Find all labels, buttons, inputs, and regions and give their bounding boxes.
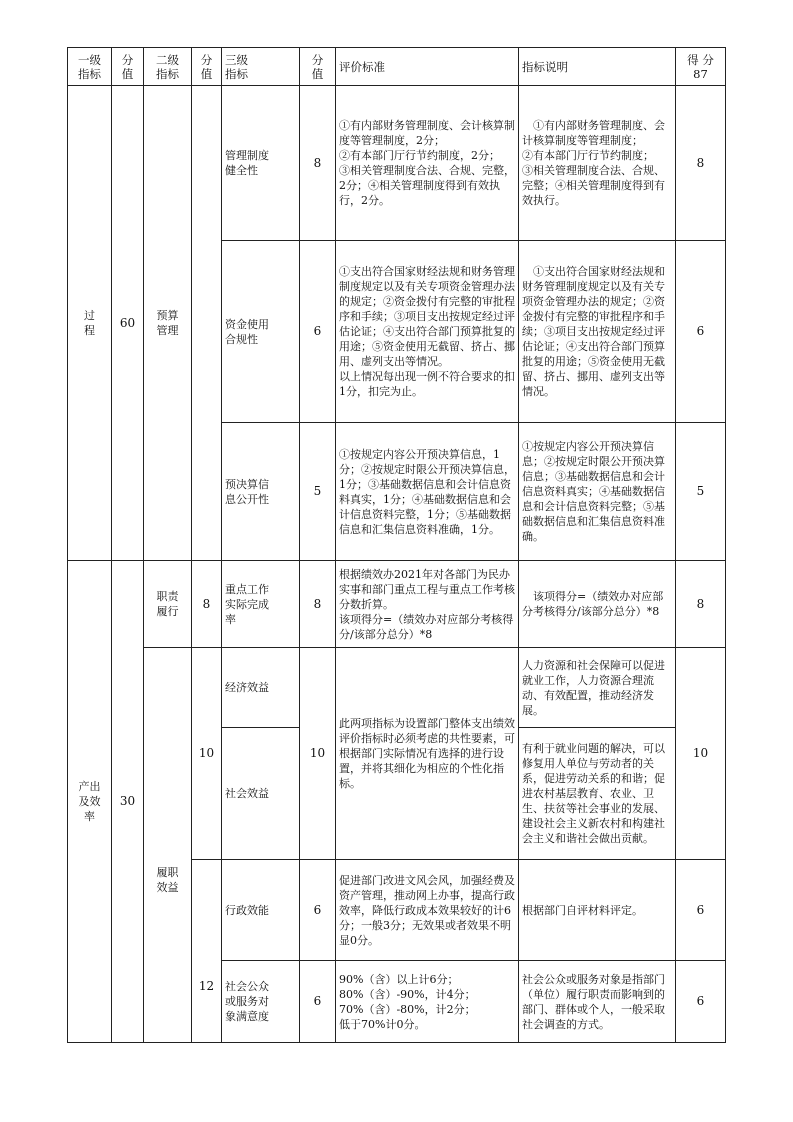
l2-perform: 履职 效益: [144, 648, 192, 1043]
standard-cell: ①按规定内容公开预决算信息，1分；②按规定时限公开预决算信息，1分；③基础数据信息和会计信息资料真实，1分；④基础数据信息和会计信息资料完整，1分；⑤基础数据信息和汇集信息资料准确，1分。: [336, 423, 519, 561]
score-cell: 6: [676, 860, 726, 961]
l3-score: 8: [300, 86, 336, 241]
explain-cell: 根据部门自评材料评定。: [519, 860, 676, 961]
score-cell: 6: [676, 241, 726, 423]
l3-name: 经济效益: [222, 648, 300, 728]
l1-process-score: 60: [112, 86, 144, 561]
standard-cell: 90%（含）以上计6分； 80%（含）-90%，计4分； 70%（含）-80%，计2分； 低于70%计0分。: [336, 961, 519, 1043]
l3-score: 8: [300, 561, 336, 648]
header-l2-score: 分 值: [192, 48, 222, 86]
table-row: [68, 648, 726, 728]
l2-budget: 预算 管理: [144, 86, 192, 561]
score-cell: 8: [676, 561, 726, 648]
header-l3-name: 三级 指标: [222, 48, 300, 86]
l3-name: 社会公众 或服务对 象满意度: [222, 961, 300, 1043]
explain-cell: 有利于就业问题的解决，可以修复用人单位与劳动者的关系，促进劳动关系的和谐；促进农村基层教育、农业、卫生、扶贫等社会事业的发展、建设社会主义新农村和构建社会主义和谐社会做出贡献。: [519, 728, 676, 860]
header-l3-score: 分 值: [300, 48, 336, 86]
table-row: [68, 86, 726, 241]
table-row: [68, 561, 726, 648]
standard-cell: 此两项指标为设置部门整体支出绩效评价指标时必须考虑的共性要素，可根据部门实际情况有选择的进行设置，并将其细化为相应的个性化指标。: [336, 648, 519, 860]
header-row: [68, 48, 726, 86]
standard-cell: 根据绩效办2021年对各部门为民办实事和部门重点工程与重点工作考核分数折算。 该项得分=（绩效办对应部分考核得分/该部分总分）*8: [336, 561, 519, 648]
explain-cell: 社会公众或服务对象是指部门（单位）履行职责而影响到的部门、群体或个人，一般采取社会调查的方式。: [519, 961, 676, 1043]
explain-cell: ①按规定内容公开预决算信息；②按规定时限公开预决算信息；③基础数据信息和会计信息资料真实；④基础数据信息和会计信息资料完整；⑤基础数据信息和汇集信息资料准确。: [519, 423, 676, 561]
score-cell: 8: [676, 86, 726, 241]
l2-perform-sub1-score: 10: [192, 648, 222, 860]
l3-name: 资金使用 合规性: [222, 241, 300, 423]
explain-cell: 人力资源和社会保障可以促进就业工作，人力资源合理流动、有效配置，推动经济发展。: [519, 648, 676, 728]
score-cell: 5: [676, 423, 726, 561]
header-standard: 评价标准: [336, 48, 519, 86]
l1-output-score: 30: [112, 561, 144, 1043]
header-l2-name: 二级 指标: [144, 48, 192, 86]
l3-score: 6: [300, 241, 336, 423]
explain-cell: ①有内部财务管理制度、会计核算制度等管理制度； ②有本部门厅行节约制度； ③相关管理制度合法、合规、完整；④相关管理制度得到有效执行。: [519, 86, 676, 241]
l3-score: 5: [300, 423, 336, 561]
evaluation-table: [67, 47, 726, 1043]
header-l1-score: 分 值: [112, 48, 144, 86]
explain-cell: ①支出符合国家财经法规和财务管理制度规定以及有关专项资金管理办法的规定；②资金拨付有完整的审批程序和手续；③项目支出按规定经过评估论证；④支出符合部门预算批复的用途；⑤资金使用无截留、挤占、挪用、虚列支出等情况。: [519, 241, 676, 423]
l3-score: 6: [300, 860, 336, 961]
l2-duty: 职责 履行: [144, 561, 192, 648]
header-score: 得 分 87: [676, 48, 726, 86]
header-l1-name: 一级 指标: [68, 48, 112, 86]
score-cell: 6: [676, 961, 726, 1043]
l3-score: 6: [300, 961, 336, 1043]
standard-cell: 促进部门改进文风会风，加强经费及资产管理，推动网上办事，提高行政效率，降低行政成本效果较好的计6分；一般3分；无效果或者效果不明显0分。: [336, 860, 519, 961]
l3-name: 预决算信 息公开性: [222, 423, 300, 561]
score-cell: 10: [676, 648, 726, 860]
standard-cell: ①有内部财务管理制度、会计核算制度等管理制度，2分； ②有本部门厅行节约制度，2分； ③相关管理制度合法、合规、完整，2分；④相关管理制度得到有效执行，2分。: [336, 86, 519, 241]
l2-duty-score: 8: [192, 561, 222, 648]
explain-cell: 该项得分=（绩效办对应部分考核得分/该部分总分）*8: [519, 561, 676, 648]
l3-score: 10: [300, 648, 336, 860]
l3-name: 社会效益: [222, 728, 300, 860]
l2-budget-score: [192, 86, 222, 561]
l3-name: 管理制度 健全性: [222, 86, 300, 241]
l1-process: 过 程: [68, 86, 112, 561]
l1-output: 产出 及效 率: [68, 561, 112, 1043]
standard-cell: ①支出符合国家财经法规和财务管理制度规定以及有关专项资金管理办法的规定；②资金拨付有完整的审批程序和手续；③项目支出按规定经过评估论证；④支出符合部门预算批复的用途；⑤资金使用无截留、挤占、挪用、虚列支出等情况。 以上情况每出现一例不符合要求的扣1分，扣完为止。: [336, 241, 519, 423]
l3-name: 行政效能: [222, 860, 300, 961]
header-explain: 指标说明: [519, 48, 676, 86]
l2-perform-sub2-score: 12: [192, 860, 222, 1043]
l3-name: 重点工作 实际完成 率: [222, 561, 300, 648]
